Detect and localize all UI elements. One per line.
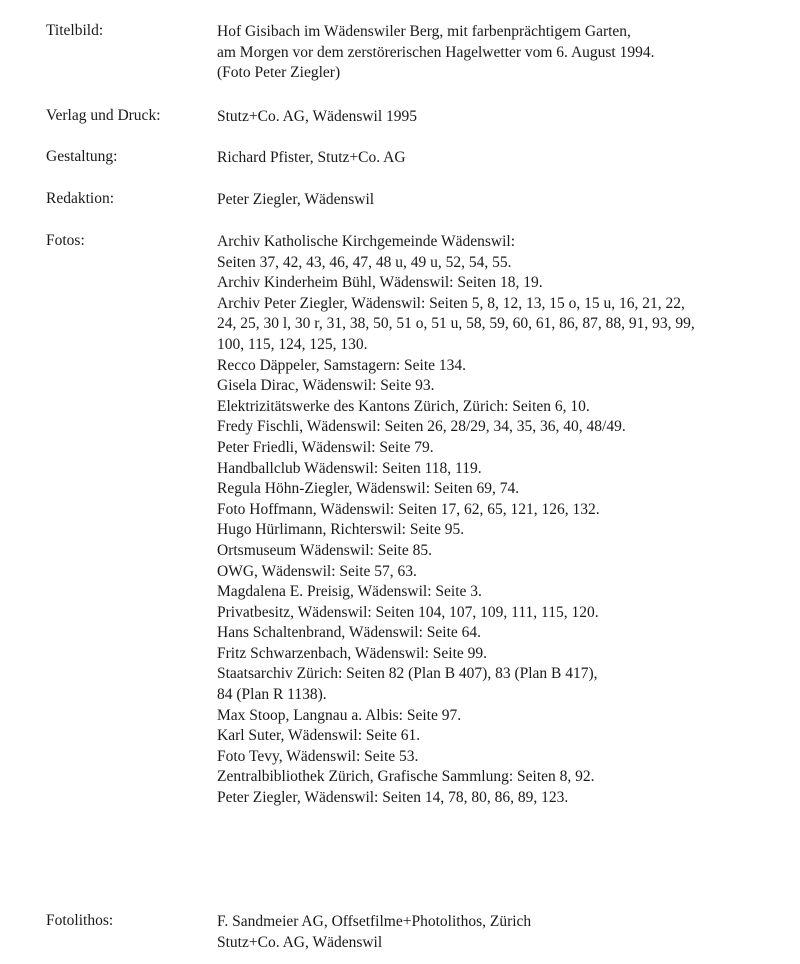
text-line: (Foto Peter Ziegler) [217, 64, 341, 81]
credit-line: 100, 115, 124, 125, 130. [217, 335, 368, 353]
credit-line: Privatbesitz, Wädenswil: Seiten 104, 107, 109, 111, 115, 120. [217, 603, 599, 621]
text-line: Peter Ziegler, Wädenswil [217, 191, 375, 208]
redaktion-text [217, 190, 787, 211]
credit-line: Fredy Fischli, Wädenswil: Seiten 26, 28/29, 34, 35, 36, 40, 48/49. [217, 418, 626, 436]
credit-line: Hugo Hürlimann, Richterswil: Seite 95. [217, 521, 465, 539]
credit-line: Handballclub Wädenswil: Seiten 118, 119. [217, 459, 482, 477]
credit-line: Staatsarchiv Zürich: Seiten 82 (Plan B 407), 83 (Plan B 417), [217, 665, 598, 683]
label-redaktion: Redaktion: [46, 190, 115, 207]
credit-line: Foto Hoffmann, Wädenswil: Seiten 17, 62, 65, 121, 126, 132. [217, 500, 600, 518]
credit-line: Fritz Schwarzenbach, Wädenswil: Seite 99. [217, 644, 488, 662]
text-line: Richard Pfister, Stutz+Co. AG [217, 149, 406, 166]
text-line: Stutz+Co. AG, Wädenswil 1995 [217, 108, 418, 125]
credit-line: Seiten 37, 42, 43, 46, 47, 48 u, 49 u, 52, 54, 55. [217, 253, 512, 271]
credit-line: Ortsmuseum Wädenswil: Seite 85. [217, 541, 432, 559]
credit-line: Archiv Katholische Kirchgemeinde Wädenswil: [217, 233, 515, 250]
titelbild-text [217, 22, 787, 84]
credit-line: Archiv Peter Ziegler, Wädenswil: Seiten 5, 8, 12, 13, 15 o, 15 u, 16, 21, 22, [217, 294, 685, 312]
credit-line: OWG, Wädenswil: Seite 57, 63. [217, 562, 417, 580]
credit-line: Magdalena E. Preisig, Wädenswil: Seite 3. [217, 583, 482, 601]
text-line: Hof Gisibach im Wädenswiler Berg, mit farbenprächtigem Garten, [217, 23, 631, 40]
fotos-credits-list [217, 232, 787, 809]
credit-line: Elektrizitätswerke des Kantons Zürich, Zürich: Seiten 6, 10. [217, 397, 590, 415]
label-verlag-und-druck: Verlag und Druck: [46, 107, 161, 124]
credit-line: 84 (Plan R 1138). [217, 686, 327, 704]
credit-line: Regula Höhn-Ziegler, Wädenswil: Seiten 69, 74. [217, 480, 520, 498]
credit-line: Hans Schaltenbrand, Wädenswil: Seite 64. [217, 624, 482, 642]
credit-line: Karl Suter, Wädenswil: Seite 61. [217, 727, 421, 745]
credit-line: Gisela Dirac, Wädenswil: Seite 93. [217, 377, 435, 395]
label-fotos: Fotos: [46, 232, 85, 249]
label-gestaltung: Gestaltung: [46, 148, 118, 165]
credit-line: Peter Friedli, Wädenswil: Seite 79. [217, 438, 434, 456]
label-titelbild: Titelbild: [46, 22, 104, 39]
credit-line: Recco Däppeler, Samstagern: Seite 134. [217, 356, 467, 374]
verlag-text [217, 107, 787, 128]
credit-line: 24, 25, 30 l, 30 r, 31, 38, 50, 51 o, 51 u, 58, 59, 60, 61, 86, 87, 88, 91, 93, 99, [217, 315, 695, 333]
fotolithos-text [217, 912, 787, 953]
credit-line: Zentralbibliothek Zürich, Grafische Sammlung: Seiten 8, 92. [217, 768, 595, 786]
credit-line: Max Stoop, Langnau a. Albis: Seite 97. [217, 706, 462, 724]
text-line: F. Sandmeier AG, Offsetfilme+Photolithos, Zürich [217, 913, 532, 930]
text-line: Stutz+Co. AG, Wädenswil [217, 933, 383, 951]
credit-line: Foto Tevy, Wädenswil: Seite 53. [217, 747, 419, 765]
credit-line: Archiv Kinderheim Bühl, Wädenswil: Seiten 18, 19. [217, 274, 543, 292]
gestaltung-text [217, 148, 787, 169]
credit-line: Peter Ziegler, Wädenswil: Seiten 14, 78, 80, 86, 89, 123. [217, 789, 569, 807]
label-fotolithos: Fotolithos: [46, 912, 114, 929]
text-line: am Morgen vor dem zerstörerischen Hagelwetter vom 6. August 1994. [217, 43, 655, 61]
